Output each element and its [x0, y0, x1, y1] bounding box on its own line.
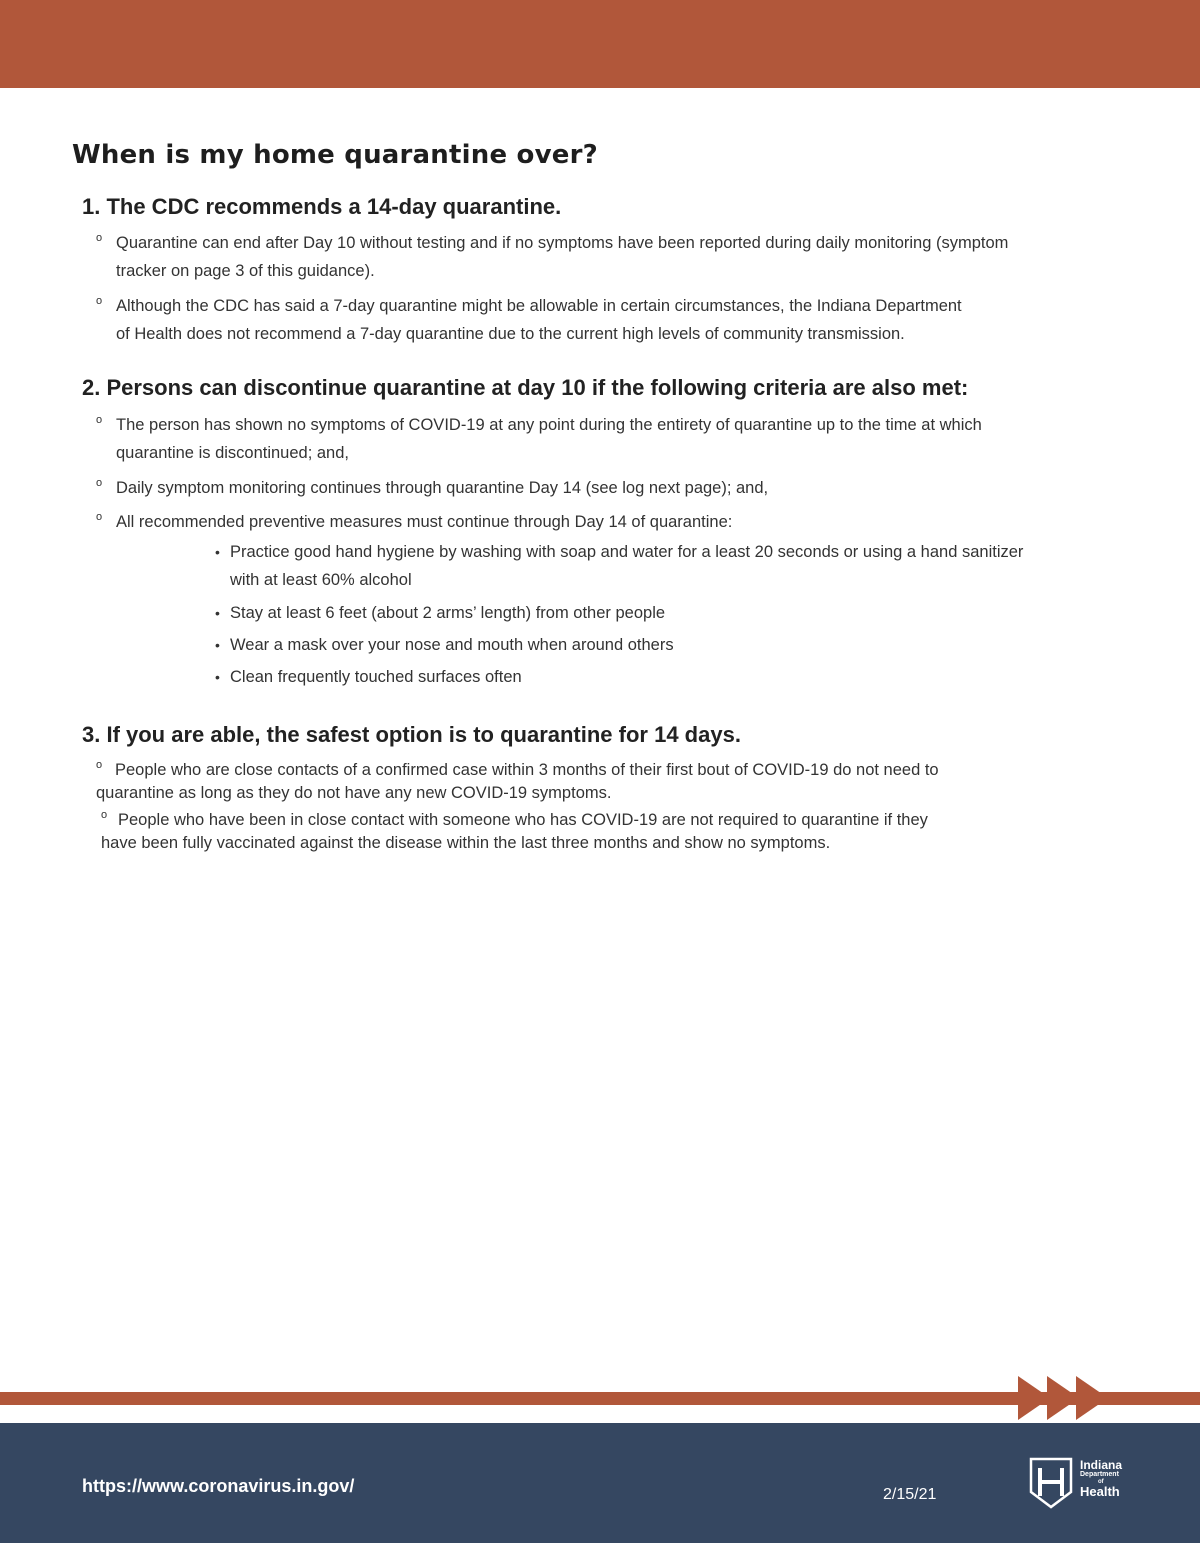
- circle-bullet-icon: o: [96, 477, 103, 489]
- item-text-line: People who have been in close contact with someone who has COVID-19 are not required to quarantine if they: [118, 811, 928, 829]
- dot-bullet-icon: •: [215, 605, 220, 621]
- circle-bullet-icon: o: [96, 414, 103, 426]
- item-text-line: People who are close contacts of a confirmed case within 3 months of their first bout of COVID-19 do not need to: [115, 761, 939, 779]
- logo-wordmark: [1080, 1459, 1150, 1498]
- item-text-line: quarantine as long as they do not have any new COVID-19 symptoms.: [96, 784, 612, 802]
- logo-line: Indiana: [1080, 1458, 1123, 1472]
- footer-date: 2/15/21: [883, 1486, 937, 1503]
- item-text-line: Quarantine can end after Day 10 without testing and if no symptoms have been reported during daily monitoring (symptom: [116, 234, 1009, 252]
- triple-arrow-icon: [1018, 1376, 1114, 1420]
- item-text-line: The person has shown no symptoms of COVID-19 at any point during the entirety of quarantine up to the time at which: [116, 416, 982, 434]
- item-text-line: Clean frequently touched surfaces often: [230, 668, 522, 686]
- item-text-line: have been fully vaccinated against the disease within the last three months and show no symptoms.: [101, 834, 831, 852]
- top-color-band: [0, 0, 1200, 88]
- sub-item: [215, 631, 674, 659]
- section-1-item-2: [96, 292, 962, 348]
- item-text-line: quarantine is discontinued; and,: [116, 444, 349, 462]
- item-text-line: Practice good hand hygiene by washing with soap and water for a least 20 seconds or using a hand sanitizer: [230, 543, 1024, 561]
- circle-bullet-icon: o: [96, 511, 103, 523]
- section-1-item-1: [96, 229, 1009, 285]
- sub-item: [215, 599, 666, 627]
- item-text-line: of Health does not recommend a 7-day quarantine due to the current high levels of community transmission.: [116, 325, 905, 343]
- logo-line: Health: [1080, 1484, 1120, 1499]
- item-text-line: tracker on page 3 of this guidance).: [116, 262, 375, 280]
- section-2-item-2: [96, 474, 769, 502]
- sub-item: [215, 663, 522, 691]
- dot-bullet-icon: •: [215, 544, 220, 560]
- indiana-health-logo-icon: [1028, 1456, 1074, 1510]
- footer-url-link[interactable]: https://www.coronavirus.in.gov/: [82, 1476, 355, 1496]
- section-1-heading: 1. The CDC recommends a 14-day quarantine.: [82, 194, 562, 219]
- item-text-line: Stay at least 6 feet (about 2 arms’ length) from other people: [230, 604, 666, 622]
- circle-bullet-icon: o: [96, 232, 103, 244]
- item-text-line: with at least 60% alcohol: [230, 571, 412, 589]
- section-2-item-3: [96, 508, 733, 536]
- page-title: When is my home quarantine over?: [72, 140, 598, 170]
- logo-line: of: [1098, 1479, 1104, 1485]
- item-text-line: Although the CDC has said a 7-day quarantine might be allowable in certain circumstances, the Indiana Department: [116, 297, 962, 315]
- section-2-heading: 2. Persons can discontinue quarantine at day 10 if the following criteria are also met:: [82, 375, 969, 400]
- sub-item: [215, 538, 1024, 594]
- item-text-line: Daily symptom monitoring continues through quarantine Day 14 (see log next page); and,: [116, 479, 769, 497]
- item-text-line: All recommended preventive measures must continue through Day 14 of quarantine:: [116, 513, 733, 531]
- circle-bullet-icon: o: [101, 809, 108, 821]
- section-3-item-1: [96, 759, 939, 805]
- section-3-item-2: [101, 809, 928, 855]
- logo-line: Department: [1080, 1471, 1119, 1478]
- section-3-heading: 3. If you are able, the safest option is to quarantine for 14 days.: [82, 722, 741, 747]
- dot-bullet-icon: •: [215, 669, 220, 685]
- section-2-item-1: [96, 411, 982, 467]
- dot-bullet-icon: •: [215, 637, 220, 653]
- circle-bullet-icon: o: [96, 759, 103, 771]
- item-text-line: Wear a mask over your nose and mouth when around others: [230, 636, 674, 654]
- circle-bullet-icon: o: [96, 295, 103, 307]
